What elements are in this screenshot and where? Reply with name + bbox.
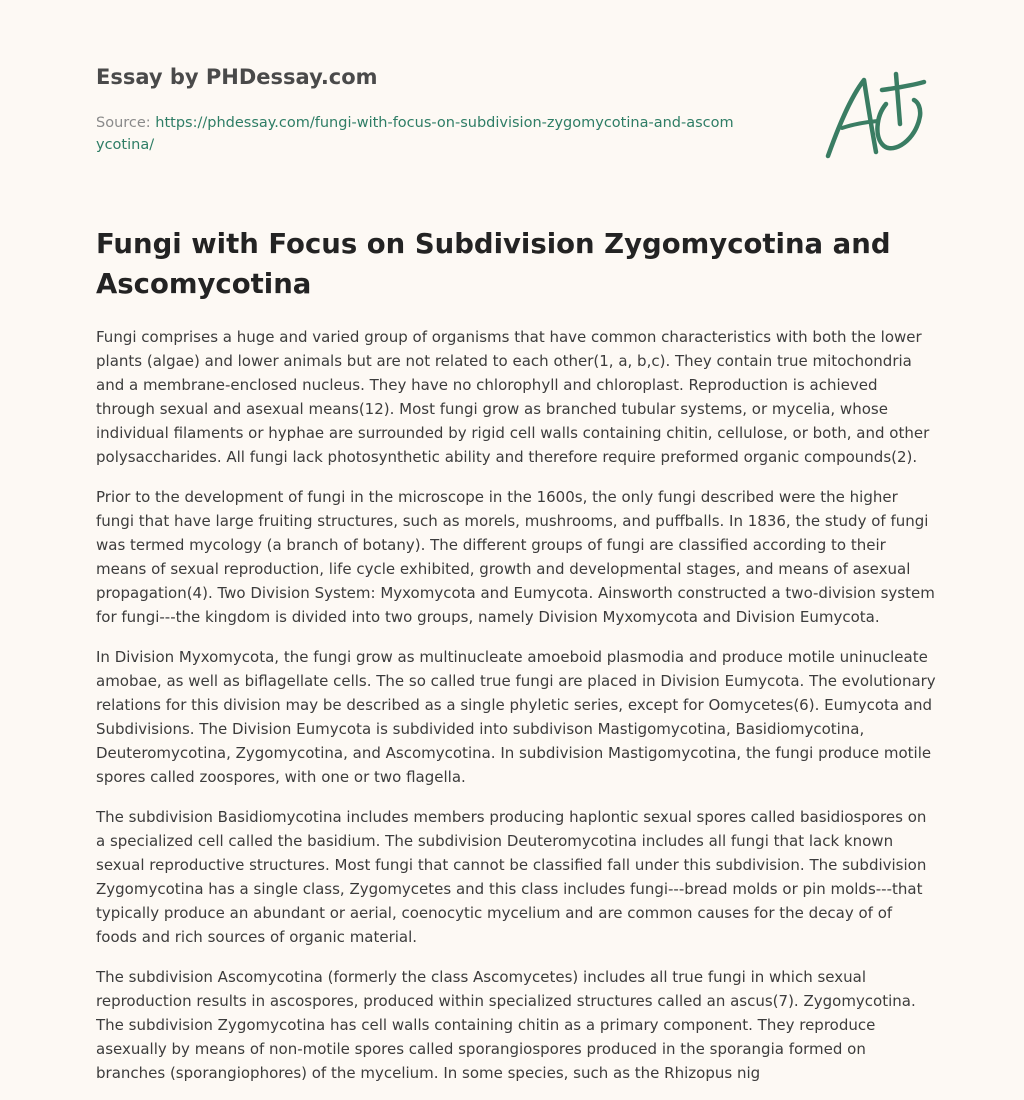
essay-title: Fungi with Focus on Subdivision Zygomycotina and Ascomycotina — [96, 228, 891, 300]
essay-paragraph: The subdivision Ascomycotina (formerly the class Ascomycetes) includes all true fungi in which sexual reproduction results in ascospores, produced within specialized structures called an ascus(7). Zygomycotina. The subdivision Zygomycotina has cell walls containing chitin as a primary component. They reproduce asexually by means of non-motile spores called sporangiospores produced in the sporangia formed on branches (sporangiophores) of the mycelium. In some species, such as the Rhizopus nig — [96, 968, 916, 1082]
source-line — [96, 112, 736, 156]
a-plus-grade-icon — [820, 68, 930, 164]
source-link[interactable]: https://phdessay.com/fungi-with-focus-on-subdivision-zygomycotina-and-ascomycotina/ — [96, 115, 734, 153]
essay-body — [96, 325, 936, 1095]
source-label: Source: — [96, 115, 156, 131]
page-header — [96, 62, 736, 156]
essay-paragraph: Fungi comprises a huge and varied group of organisms that have common characteristics with both the lower plants (algae) and lower animals but are not related to each other(1, a, b,c). They contain true mitochondria and a membrane-enclosed nucleus. They have no chlorophyll and chloroplast. Reproduction is achieved through sexual and asexual means(12). Most fungi grow as branched tubular systems, or mycelia, whose individual filaments or hyphae are surrounded by rigid cell walls containing chitin, cellulose, or both, and other polysaccharides. All fungi lack photosynthetic ability and therefore require preformed organic compounds(2). — [96, 328, 930, 466]
essay-paragraph: Prior to the development of fungi in the microscope in the 1600s, the only fungi described were the higher fungi that have large fruiting structures, such as morels, mushrooms, and puffballs. In 1836, the study of fungi was termed mycology (a branch of botany). The different groups of fungi are classified according to their means of sexual reproduction, life cycle exhibited, growth and developmental stages, and means of asexual propagation(4). Two Division System: Myxomycota and Eumycota. Ainsworth constructed a two-division system for fungi---the kingdom is divided into two groups, namely Division Myxomycota and Division Eumycota. — [96, 488, 935, 626]
site-title: Essay by PHDessay.com — [96, 65, 378, 89]
essay-paragraph: In Division Myxomycota, the fungi grow as multinucleate amoeboid plasmodia and produce motile uninucleate amobae, as well as biflagellate cells. The so called true fungi are placed in Division Eumycota. The evolutionary relations for this division may be described as a single phyletic series, except for Oomycetes(6). Eumycota and Subdivisions. The Division Eumycota is subdivided into subdivison Mastigomycotina, Basidiomycotina, Deuteromycotina, Zygomycotina, and Ascomycotina. In subdivision Mastigomycotina, the fungi produce motile spores called zoospores, with one or two flagella. — [96, 648, 936, 786]
essay-paragraph: The subdivision Basidiomycotina includes members producing haplontic sexual spores called basidiospores on a specialized cell called the basidium. The subdivision Deuteromycotina includes all fungi that lack known sexual reproductive structures. Most fungi that cannot be classified fall under this subdivision. The subdivision Zygomycotina has a single class, Zygomycetes and this class includes fungi---bread molds or pin molds---that typically produce an abundant or aerial, coenocytic mycelium and are common causes for the decay of of foods and rich sources of organic material. — [96, 808, 927, 946]
